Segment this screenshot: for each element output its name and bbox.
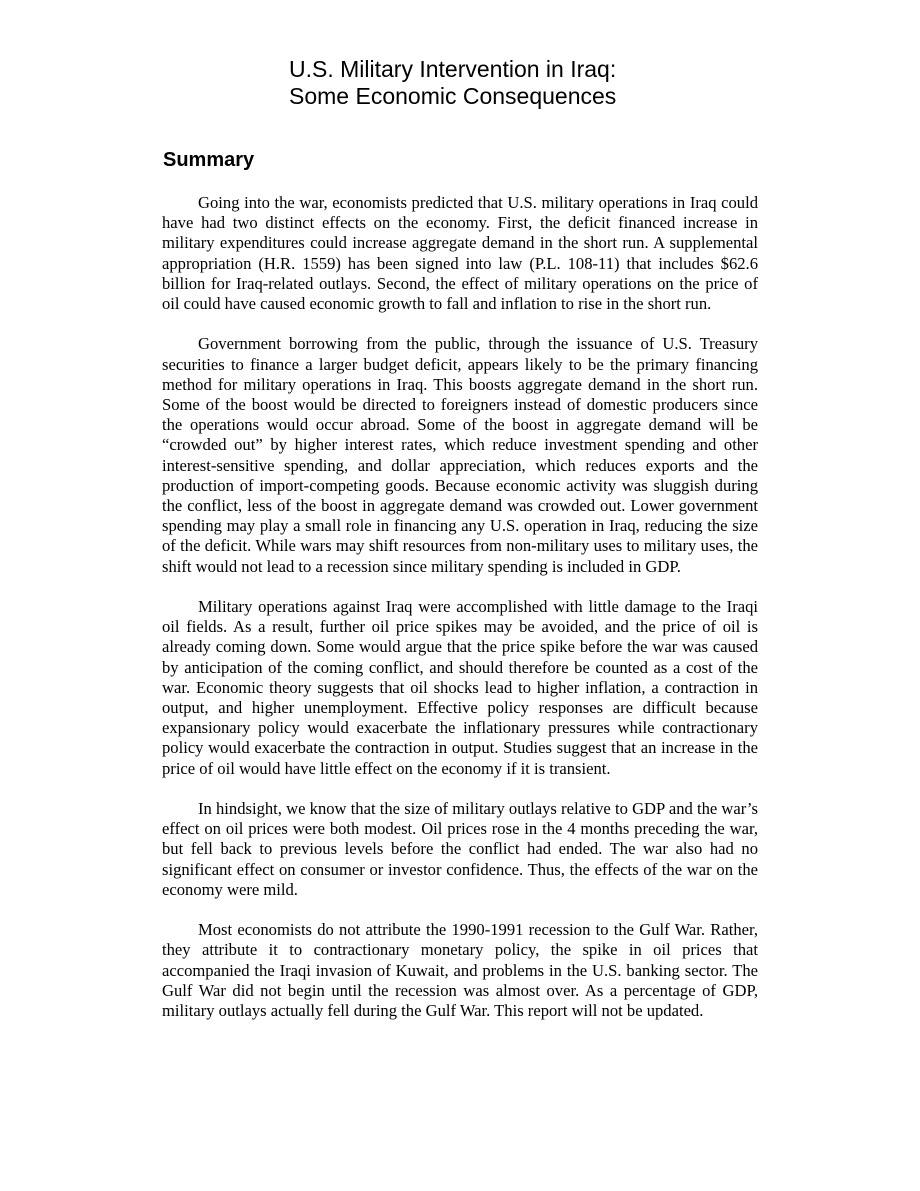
paragraph-3: Military operations against Iraq were accomplished with little damage to the Iraqi oil fields. As a result, further oil price spikes may be avoided, and the price of oil is already coming down. Some would argue that the price spike before the war was caused by anticipation of the coming conflict, and should therefore be counted as a cost of the war. Economic theory suggests that oil shocks lead to higher inflation, a contraction in output, and higher unemployment. Effective policy responses are difficult because expansionary policy would exacerbate the inflationary pressures while contractionary policy would exacerbate the contraction in output. Studies suggest that an increase in the price of oil would have little effect on the economy if it is transient. [162, 597, 758, 778]
paragraph-1: Going into the war, economists predicted that U.S. military operations in Iraq could have had two distinct effects on the economy. First, the deficit financed increase in military expenditures could increase aggregate demand in the short run. A supplemental appropriation (H.R. 1559) has been signed into law (P.L. 108-11) that includes $62.6 billion for Iraq-related outlays. Second, the effect of military operations on the price of oil could have caused economic growth to fall and inflation to rise in the short run. [162, 193, 758, 314]
paragraph-5: Most economists do not attribute the 1990-1991 recession to the Gulf War. Rather, they attribute it to contractionary monetary policy, the spike in oil prices that accompanied the Iraqi invasion of Kuwait, and problems in the U.S. banking sector. The Gulf War did not begin until the recession was almost over. As a percentage of GDP, military outlays actually fell during the Gulf War. This report will not be updated. [162, 920, 758, 1021]
title-line-2: Some Economic Consequences [289, 83, 617, 109]
document-title [289, 56, 709, 110]
section-heading-summary: Summary [163, 149, 255, 171]
paragraph-2: Government borrowing from the public, through the issuance of U.S. Treasury securities to finance a larger budget deficit, appears likely to be the primary financing method for military operations in Iraq. This boosts aggregate demand in the short run. Some of the boost would be directed to foreigners instead of domestic producers since the operations would occur abroad. Some of the boost in aggregate demand will be “crowded out” by higher interest rates, which reduce investment spending and other interest-sensitive spending, and dollar appreciation, which reduces exports and the production of import-competing goods. Because economic activity was sluggish during the conflict, less of the boost in aggregate demand was crowded out. Lower government spending may play a small role in financing any U.S. operation in Iraq, reducing the size of the deficit. While wars may shift resources from non-military uses to military uses, the shift would not lead to a recession since military spending is included in GDP. [162, 334, 758, 576]
title-line-1: U.S. Military Intervention in Iraq: [289, 56, 617, 82]
paragraph-4: In hindsight, we know that the size of military outlays relative to GDP and the war’s effect on oil prices were both modest. Oil prices rose in the 4 months preceding the war, but fell back to previous levels before the conflict had ended. The war also had no significant effect on consumer or investor confidence. Thus, the effects of the war on the economy were mild. [162, 799, 758, 899]
summary-body [162, 193, 758, 1041]
